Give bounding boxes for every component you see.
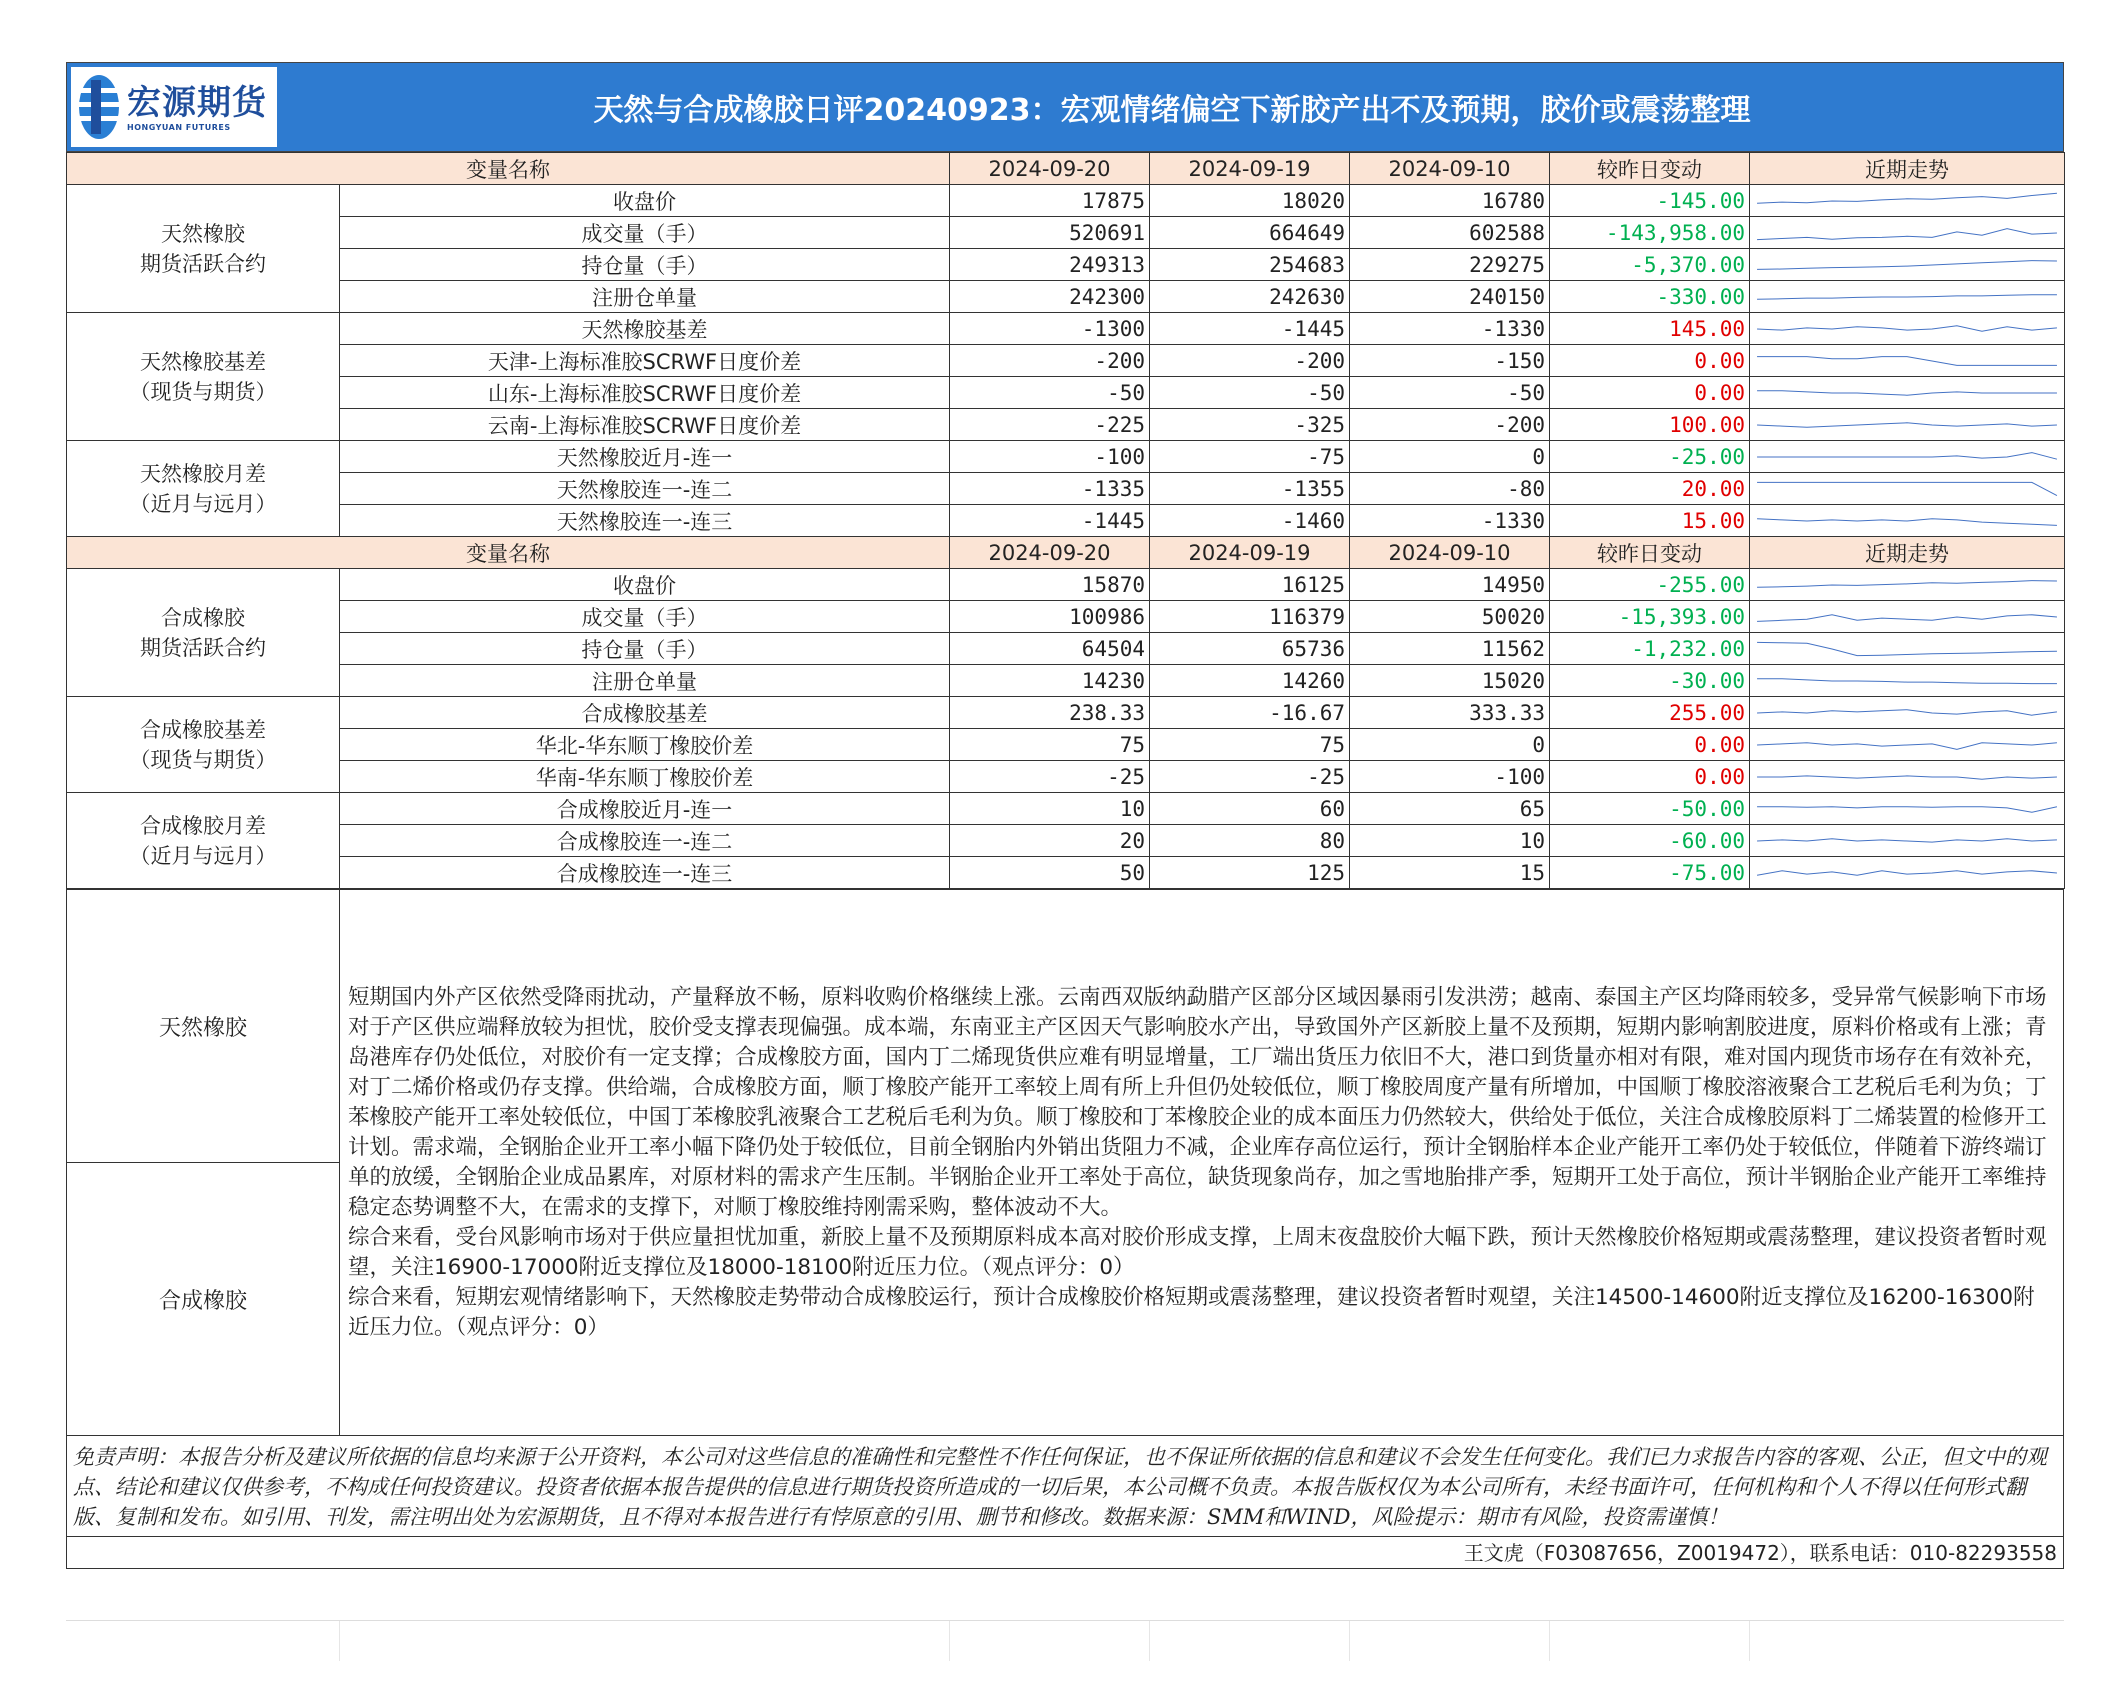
value-2024-09-20: 64504 [950, 633, 1150, 665]
value-2024-09-10: 229275 [1350, 249, 1550, 281]
daily-change: -75.00 [1550, 857, 1750, 889]
trend-sparkline [1754, 796, 2060, 822]
value-2024-09-19: -1355 [1150, 473, 1350, 505]
category-line: 合成橡胶月差 [140, 813, 266, 838]
table-row [67, 601, 2065, 633]
variable-name: 云南-上海标准胶SCRWF日度价差 [340, 409, 950, 441]
value-2024-09-20: 249313 [950, 249, 1150, 281]
value-2024-09-19: 254683 [1150, 249, 1350, 281]
variable-name: 持仓量（手） [340, 633, 950, 665]
daily-change: 255.00 [1550, 697, 1750, 729]
trend-sparkline-cell [1750, 825, 2065, 857]
value-2024-09-20: 15870 [950, 569, 1150, 601]
daily-change: -5,370.00 [1550, 249, 1750, 281]
sparkline-path [1757, 260, 2057, 269]
category-line: （现货与期货） [129, 379, 277, 404]
trend-sparkline [1754, 220, 2060, 246]
value-2024-09-20: 238.33 [950, 697, 1150, 729]
daily-change: 0.00 [1550, 761, 1750, 793]
value-2024-09-10: -150 [1350, 345, 1550, 377]
sparkline-path [1757, 642, 2057, 655]
trend-sparkline [1754, 732, 2060, 758]
value-2024-09-19: 664649 [1150, 217, 1350, 249]
variable-name: 华北-华东顺丁橡胶价差 [340, 729, 950, 761]
variable-name: 天津-上海标准胶SCRWF日度价差 [340, 345, 950, 377]
sparkline-path [1757, 614, 2057, 621]
sparkline-path [1757, 356, 2057, 365]
variable-name: 合成橡胶连一-连三 [340, 857, 950, 889]
trend-sparkline-cell [1750, 249, 2065, 281]
table-row [67, 473, 2065, 505]
table-row [67, 729, 2065, 761]
sparkline-path [1757, 482, 2057, 495]
table-header-row [67, 153, 2065, 185]
trend-sparkline [1754, 860, 2060, 886]
table-row [67, 505, 2065, 537]
table-row [67, 249, 2065, 281]
table-row [67, 313, 2065, 345]
trend-sparkline [1754, 284, 2060, 310]
sparkline-path [1757, 422, 2057, 426]
commentary-text [340, 890, 2064, 1436]
commentary-paragraph: 综合来看，短期宏观情绪影响下，天然橡胶走势带动合成橡胶运行，预计合成橡胶价格短期或震荡整理，建议投资者暂时观望，关注14500-14600附近支撑位及16200-16300附近压力位。（观点评分：0） [348, 1284, 2035, 1340]
spreadsheet-gridlines [66, 1620, 2064, 1661]
trend-sparkline-cell [1750, 569, 2065, 601]
daily-change: 0.00 [1550, 377, 1750, 409]
value-2024-09-20: -100 [950, 441, 1150, 473]
report-title: 天然与合成橡胶日评20240923：宏观情绪偏空下新胶产出不及预期，胶价或震荡整理 [593, 93, 1751, 128]
category-line: （近月与远月） [129, 843, 277, 868]
value-2024-09-20: -200 [950, 345, 1150, 377]
value-2024-09-10: -1330 [1350, 505, 1550, 537]
sparkline-path [1757, 390, 2057, 394]
column-header: 近期走势 [1750, 537, 2065, 569]
sparkline-path [1757, 678, 2057, 683]
daily-change: -330.00 [1550, 281, 1750, 313]
value-2024-09-20: 10 [950, 793, 1150, 825]
hongyuan-logo-icon [77, 72, 121, 142]
value-2024-09-19: 14260 [1150, 665, 1350, 697]
daily-change: -25.00 [1550, 441, 1750, 473]
sparkline-path [1757, 325, 2057, 331]
variable-name: 持仓量（手） [340, 249, 950, 281]
logo-chinese-name: 宏源期货 [127, 82, 267, 123]
value-2024-09-10: 0 [1350, 729, 1550, 761]
value-2024-09-10: 50020 [1350, 601, 1550, 633]
variable-name: 天然橡胶基差 [340, 313, 950, 345]
table-row [67, 409, 2065, 441]
value-2024-09-10: -100 [1350, 761, 1550, 793]
company-logo [71, 67, 277, 147]
value-2024-09-10: 602588 [1350, 217, 1550, 249]
sparkline-path [1757, 742, 2057, 749]
trend-sparkline-cell [1750, 761, 2065, 793]
value-2024-09-20: 75 [950, 729, 1150, 761]
column-header: 变量名称 [67, 153, 950, 185]
table-row [67, 665, 2065, 697]
commentary-paragraph: 综合来看，受台风影响市场对于供应量担忧加重，新胶上量不及预期原料成本高对胶价形成支撑，上周末夜盘胶价大幅下跌，预计天然橡胶价格短期或震荡整理，建议投资者暂时观望，关注16900-17000附近支撑位及18000-18100附近压力位。（观点评分：0） [348, 1224, 2047, 1280]
daily-change: 0.00 [1550, 729, 1750, 761]
category-line: 合成橡胶 [161, 605, 245, 630]
value-2024-09-10: 15020 [1350, 665, 1550, 697]
row-category [67, 569, 340, 697]
value-2024-09-10: 240150 [1350, 281, 1550, 313]
variable-name: 合成橡胶基差 [340, 697, 950, 729]
variable-name: 收盘价 [340, 569, 950, 601]
variable-name: 天然橡胶连一-连二 [340, 473, 950, 505]
daily-change: -143,958.00 [1550, 217, 1750, 249]
sparkline-path [1757, 775, 2057, 778]
trend-sparkline [1754, 380, 2060, 406]
sparkline-path [1757, 709, 2057, 715]
value-2024-09-20: 17875 [950, 185, 1150, 217]
sparkline-path [1757, 838, 2057, 841]
column-header: 2024-09-19 [1150, 537, 1350, 569]
value-2024-09-19: -25 [1150, 761, 1350, 793]
row-category [67, 441, 340, 537]
value-2024-09-19: 75 [1150, 729, 1350, 761]
trend-sparkline [1754, 828, 2060, 854]
trend-sparkline-cell [1750, 281, 2065, 313]
trend-sparkline [1754, 188, 2060, 214]
column-header: 变量名称 [67, 537, 950, 569]
table-row [67, 793, 2065, 825]
variable-name: 山东-上海标准胶SCRWF日度价差 [340, 377, 950, 409]
value-2024-09-20: 520691 [950, 217, 1150, 249]
sparkline-path [1757, 518, 2057, 525]
value-2024-09-19: -16.67 [1150, 697, 1350, 729]
table-row [67, 633, 2065, 665]
variable-name: 收盘价 [340, 185, 950, 217]
disclaimer: 免责声明：本报告分析及建议所依据的信息均来源于公开资料，本公司对这些信息的准确性和完整性不作任何保证，也不保证所依据的信息和建议不会发生任何变化。我们已力求报告内容的客观、公正，但文中的观点、结论和建议仅供参考，不构成任何投资建议。投资者依据本报告提供的信息进行期货投资所造成的一切后果，本公司概不负责。本报告版权仅为本公司所有，未经书面许可，任何机构和个人不得以任何形式翻版、复制和发布。如引用、刊发，需注明出处为宏源期货，且不得对本报告进行有悖原意的引用、删节和修改。数据来源：SMM和WIND，风险提示：期市有风险，投资需谨慎！ [66, 1436, 2064, 1537]
value-2024-09-19: 125 [1150, 857, 1350, 889]
row-category [67, 313, 340, 441]
value-2024-09-10: 14950 [1350, 569, 1550, 601]
value-2024-09-20: 20 [950, 825, 1150, 857]
trend-sparkline [1754, 668, 2060, 694]
trend-sparkline-cell [1750, 185, 2065, 217]
value-2024-09-10: 10 [1350, 825, 1550, 857]
trend-sparkline-cell [1750, 377, 2065, 409]
value-2024-09-20: -50 [950, 377, 1150, 409]
trend-sparkline [1754, 572, 2060, 598]
variable-name: 合成橡胶连一-连二 [340, 825, 950, 857]
value-2024-09-10: 15 [1350, 857, 1550, 889]
daily-change: -60.00 [1550, 825, 1750, 857]
column-header: 2024-09-20 [950, 153, 1150, 185]
analyst-contact: 王文虎（F03087656，Z0019472），联系电话：010-82293558 [66, 1537, 2064, 1569]
trend-sparkline-cell [1750, 793, 2065, 825]
value-2024-09-10: 0 [1350, 441, 1550, 473]
variable-name: 华南-华东顺丁橡胶价差 [340, 761, 950, 793]
column-header: 2024-09-10 [1350, 153, 1550, 185]
column-header: 2024-09-20 [950, 537, 1150, 569]
value-2024-09-10: 333.33 [1350, 697, 1550, 729]
trend-sparkline [1754, 604, 2060, 630]
variable-name: 成交量（手） [340, 217, 950, 249]
table-row [67, 761, 2065, 793]
table-row [67, 569, 2065, 601]
column-header: 2024-09-10 [1350, 537, 1550, 569]
value-2024-09-20: -1445 [950, 505, 1150, 537]
column-header: 较昨日变动 [1550, 153, 1750, 185]
commentary-paragraph: 短期国内外产区依然受降雨扰动，产量释放不畅，原料收购价格继续上涨。云南西双版纳勐腊产区部分区域因暴雨引发洪涝；越南、泰国主产区均降雨较多，受异常气候影响下市场对于产区供应端释放较为担忧，胶价受支撑表现偏强。成本端，东南亚主产区因天气影响胶水产出，导致国外产区新胶上量不及预期，短期内影响割胶进度，原料价格或有上涨；青岛港库存仍处低位，对胶价有一定支撑；合成橡胶方面，国内丁二烯现货供应难有明显增量，工厂端出货压力依旧不大，港口到货量亦相对有限，难对国内现货市场存在有效补充，对丁二烯价格或仍存支撑。供给端，合成橡胶方面，顺丁橡胶产能开工率较上周有所上升但仍处较低位，顺丁橡胶周度产量有所增加，中国顺丁橡胶溶液聚合工艺税后毛利为负；丁苯橡胶产能开工率处较低位，中国丁苯橡胶乳液聚合工艺税后毛利为负。顺丁橡胶和丁苯橡胶企业的成本面压力仍然较大，供给处于低位，关注合成橡胶原料丁二烯装置的检修开工计划。需求端，全钢胎企业开工率小幅下降仍处于较低位，目前全钢胎内外销出货阻力不减，企业库存高位运行，预计全钢胎样本企业产能开工率仍处于较低位，伴随着下游终端订单的放缓，全钢胎企业成品累库，对原材料的需求产生压制。半钢胎企业开工率处于高位，缺货现象尚存，加之雪地胎排产季，短期开工处于高位，预计半钢胎企业产能开工率维持稳定态势调整不大，在需求的支撑下，对顺丁橡胶维持刚需采购，整体波动不大。 [348, 984, 2047, 1220]
value-2024-09-20: 50 [950, 857, 1150, 889]
trend-sparkline-cell [1750, 345, 2065, 377]
daily-change: -1,232.00 [1550, 633, 1750, 665]
value-2024-09-10: -80 [1350, 473, 1550, 505]
value-2024-09-19: 242630 [1150, 281, 1350, 313]
commentary-category-natural: 天然橡胶 [67, 890, 340, 1163]
category-line: 天然橡胶月差 [140, 461, 266, 486]
value-2024-09-19: -1460 [1150, 505, 1350, 537]
table-row [67, 281, 2065, 313]
value-2024-09-19: 116379 [1150, 601, 1350, 633]
table-row [67, 825, 2065, 857]
trend-sparkline-cell [1750, 857, 2065, 889]
value-2024-09-10: -1330 [1350, 313, 1550, 345]
column-header: 较昨日变动 [1550, 537, 1750, 569]
value-2024-09-10: 16780 [1350, 185, 1550, 217]
variable-name: 成交量（手） [340, 601, 950, 633]
sparkline-path [1757, 806, 2057, 812]
value-2024-09-20: -1335 [950, 473, 1150, 505]
table-row [67, 441, 2065, 473]
trend-sparkline [1754, 636, 2060, 662]
table-row [67, 857, 2065, 889]
trend-sparkline-cell [1750, 697, 2065, 729]
commentary-table [66, 889, 2064, 1436]
daily-change: 100.00 [1550, 409, 1750, 441]
value-2024-09-19: 16125 [1150, 569, 1350, 601]
trend-sparkline-cell [1750, 505, 2065, 537]
value-2024-09-10: -200 [1350, 409, 1550, 441]
value-2024-09-19: 65736 [1150, 633, 1350, 665]
category-line: 天然橡胶基差 [140, 349, 266, 374]
trend-sparkline [1754, 508, 2060, 534]
value-2024-09-20: -25 [950, 761, 1150, 793]
trend-sparkline-cell [1750, 441, 2065, 473]
trend-sparkline [1754, 764, 2060, 790]
category-line: （现货与期货） [129, 747, 277, 772]
sparkline-path [1757, 580, 2057, 587]
daily-change: 0.00 [1550, 345, 1750, 377]
column-header: 2024-09-19 [1150, 153, 1350, 185]
value-2024-09-19: 18020 [1150, 185, 1350, 217]
table-row [67, 345, 2065, 377]
variable-name: 天然橡胶连一-连三 [340, 505, 950, 537]
trend-sparkline [1754, 412, 2060, 438]
variable-name: 合成橡胶近月-连一 [340, 793, 950, 825]
value-2024-09-20: -225 [950, 409, 1150, 441]
trend-sparkline-cell [1750, 409, 2065, 441]
category-line: 期货活跃合约 [140, 635, 266, 660]
trend-sparkline [1754, 476, 2060, 502]
row-category [67, 697, 340, 793]
trend-sparkline [1754, 348, 2060, 374]
sparkline-path [1757, 193, 2057, 203]
trend-sparkline [1754, 316, 2060, 342]
value-2024-09-20: 100986 [950, 601, 1150, 633]
daily-change: -15,393.00 [1550, 601, 1750, 633]
value-2024-09-20: 14230 [950, 665, 1150, 697]
row-category [67, 793, 340, 889]
report-header [66, 62, 2064, 152]
row-category [67, 185, 340, 313]
table-row [67, 217, 2065, 249]
trend-sparkline-cell [1750, 313, 2065, 345]
value-2024-09-19: -50 [1150, 377, 1350, 409]
trend-sparkline-cell [1750, 601, 2065, 633]
daily-change: 145.00 [1550, 313, 1750, 345]
value-2024-09-19: 60 [1150, 793, 1350, 825]
trend-sparkline-cell [1750, 473, 2065, 505]
value-2024-09-10: 11562 [1350, 633, 1550, 665]
category-line: 期货活跃合约 [140, 251, 266, 276]
logo-english-name: HONGYUAN FUTURES [127, 122, 231, 132]
trend-sparkline-cell [1750, 217, 2065, 249]
trend-sparkline [1754, 700, 2060, 726]
category-line: 合成橡胶基差 [140, 717, 266, 742]
daily-change: -30.00 [1550, 665, 1750, 697]
daily-change: -145.00 [1550, 185, 1750, 217]
value-2024-09-19: -75 [1150, 441, 1350, 473]
variable-name: 天然橡胶近月-连一 [340, 441, 950, 473]
daily-change: 20.00 [1550, 473, 1750, 505]
trend-sparkline-cell [1750, 729, 2065, 761]
value-2024-09-10: -50 [1350, 377, 1550, 409]
table-row [67, 697, 2065, 729]
category-line: （近月与远月） [129, 491, 277, 516]
trend-sparkline-cell [1750, 665, 2065, 697]
value-2024-09-19: -200 [1150, 345, 1350, 377]
daily-change: -50.00 [1550, 793, 1750, 825]
value-2024-09-20: 242300 [950, 281, 1150, 313]
value-2024-09-19: -325 [1150, 409, 1350, 441]
trend-sparkline-cell [1750, 633, 2065, 665]
report-sheet [66, 62, 2064, 1569]
column-header: 近期走势 [1750, 153, 2065, 185]
sparkline-path [1757, 294, 2057, 298]
daily-change: -255.00 [1550, 569, 1750, 601]
value-2024-09-19: -1445 [1150, 313, 1350, 345]
table-row [67, 185, 2065, 217]
value-2024-09-19: 80 [1150, 825, 1350, 857]
commentary-category-synthetic: 合成橡胶 [67, 1163, 340, 1436]
trend-sparkline [1754, 252, 2060, 278]
variable-name: 注册仓单量 [340, 665, 950, 697]
table-header-row [67, 537, 2065, 569]
sparkline-path [1757, 870, 2057, 874]
category-line: 天然橡胶 [161, 221, 245, 246]
daily-change: 15.00 [1550, 505, 1750, 537]
variable-name: 注册仓单量 [340, 281, 950, 313]
data-table [66, 152, 2065, 889]
sparkline-path [1757, 228, 2057, 239]
sparkline-path [1757, 452, 2057, 459]
value-2024-09-20: -1300 [950, 313, 1150, 345]
table-row [67, 377, 2065, 409]
value-2024-09-10: 65 [1350, 793, 1550, 825]
trend-sparkline [1754, 444, 2060, 470]
